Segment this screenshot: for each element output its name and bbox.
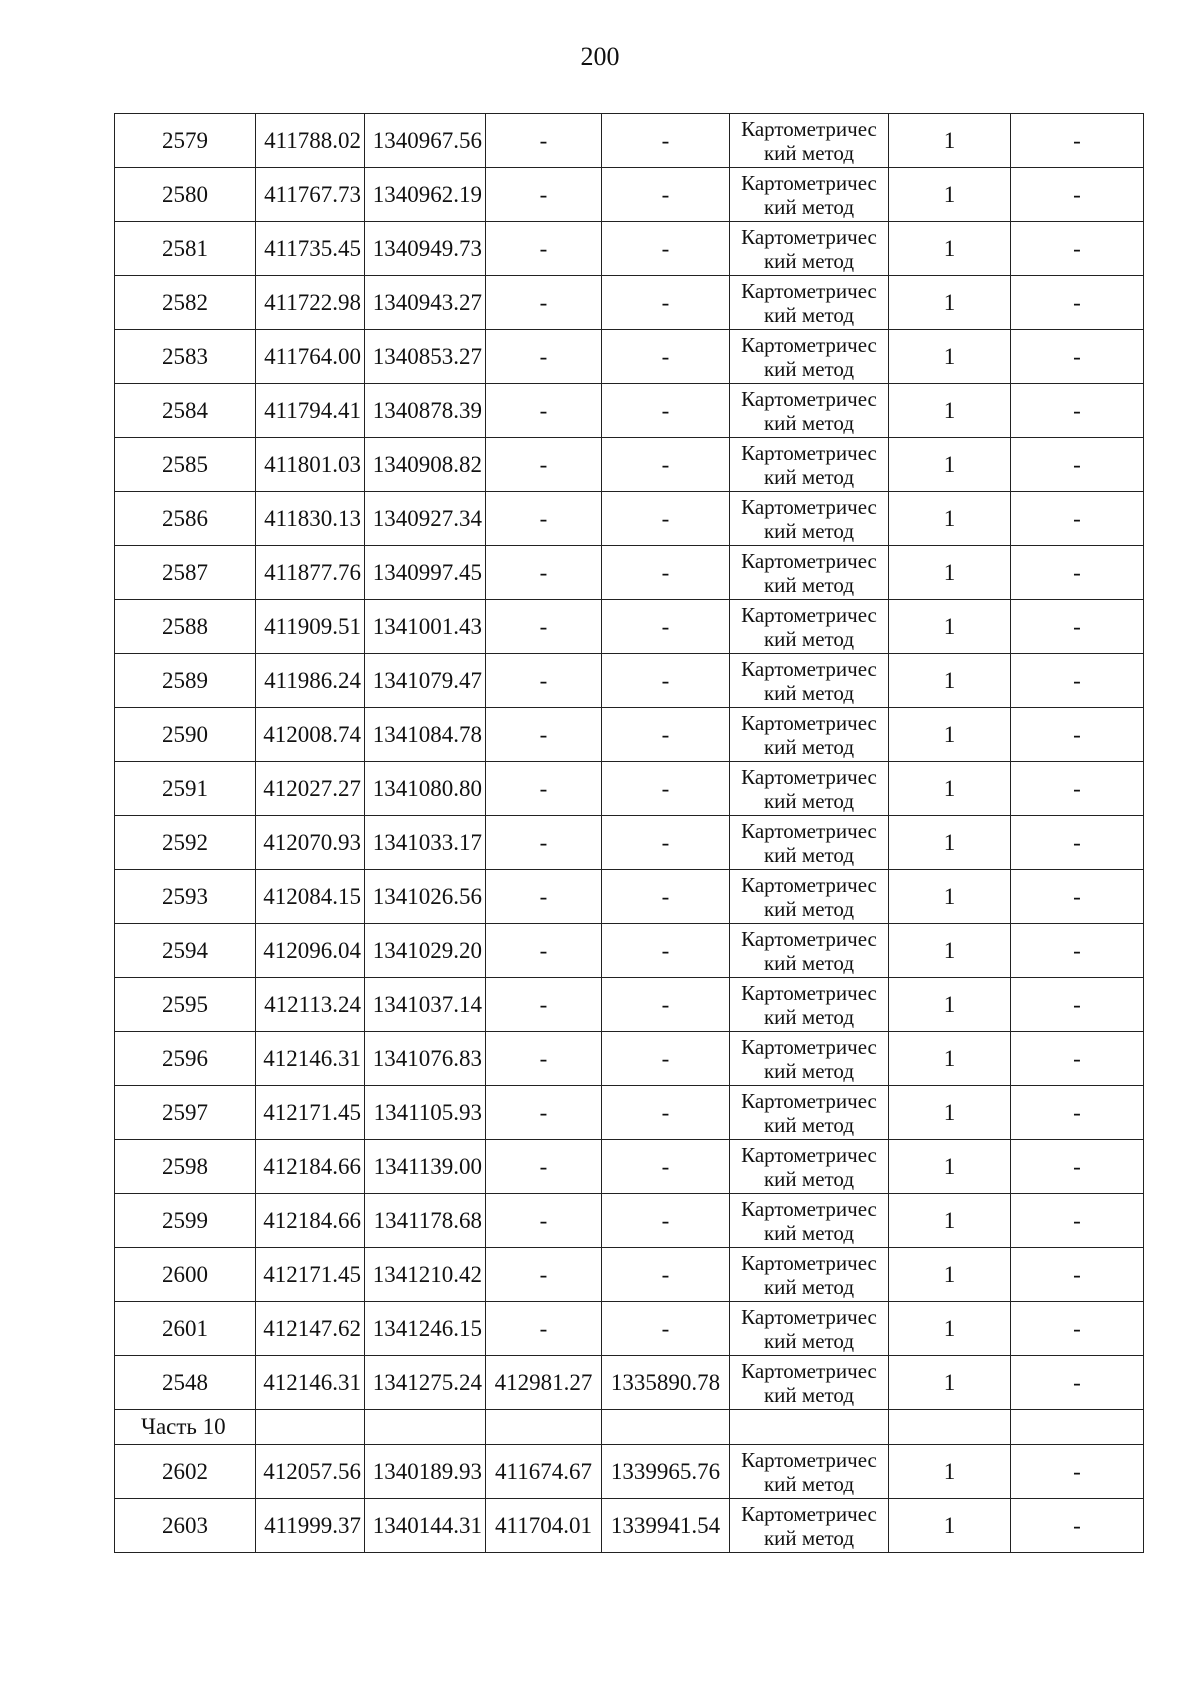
point-number-cell: 2584 (115, 384, 256, 438)
point-number-cell: 2587 (115, 546, 256, 600)
x-prev-coordinate-cell: - (486, 978, 602, 1032)
x-coordinate-cell: 412070.93 (256, 816, 365, 870)
y-coordinate-cell: 1341076.83 (365, 1032, 486, 1086)
y-prev-coordinate-cell: 1335890.78 (602, 1356, 730, 1410)
table-row (115, 492, 1144, 546)
x-coordinate-cell: 412146.31 (256, 1356, 365, 1410)
point-number-cell: 2601 (115, 1302, 256, 1356)
accuracy-cell: 1 (889, 1140, 1011, 1194)
table-row (115, 654, 1144, 708)
x-coordinate-cell: 411830.13 (256, 492, 365, 546)
y-prev-coordinate-cell: 1339941.54 (602, 1499, 730, 1553)
x-coordinate-cell: 412146.31 (256, 1032, 365, 1086)
point-number-cell: 2595 (115, 978, 256, 1032)
point-number-cell: 2582 (115, 276, 256, 330)
table-row (115, 708, 1144, 762)
y-prev-coordinate-cell: - (602, 1140, 730, 1194)
point-description-cell: - (1011, 438, 1144, 492)
empty-cell (602, 1410, 730, 1445)
x-prev-coordinate-cell: - (486, 384, 602, 438)
point-number-cell: 2586 (115, 492, 256, 546)
point-number-cell: 2597 (115, 1086, 256, 1140)
determination-method-cell: Картометричес кий метод (730, 654, 889, 708)
determination-method-cell: Картометричес кий метод (730, 222, 889, 276)
section-label: Часть 10 (115, 1410, 256, 1445)
point-description-cell: - (1011, 870, 1144, 924)
accuracy-cell: 1 (889, 1356, 1011, 1410)
y-prev-coordinate-cell: - (602, 816, 730, 870)
y-prev-coordinate-cell: - (602, 438, 730, 492)
point-number-cell: 2599 (115, 1194, 256, 1248)
y-coordinate-cell: 1340908.82 (365, 438, 486, 492)
table-row (115, 1194, 1144, 1248)
table-row (115, 222, 1144, 276)
x-coordinate-cell: 411722.98 (256, 276, 365, 330)
x-coordinate-cell: 411764.00 (256, 330, 365, 384)
x-coordinate-cell: 412008.74 (256, 708, 365, 762)
x-prev-coordinate-cell: - (486, 1302, 602, 1356)
x-prev-coordinate-cell: - (486, 1194, 602, 1248)
table-row (115, 924, 1144, 978)
y-prev-coordinate-cell: - (602, 114, 730, 168)
point-number-cell: 2596 (115, 1032, 256, 1086)
point-number-cell: 2594 (115, 924, 256, 978)
table-row (115, 114, 1144, 168)
determination-method-cell: Картометричес кий метод (730, 762, 889, 816)
x-prev-coordinate-cell: - (486, 438, 602, 492)
table-row (115, 1086, 1144, 1140)
x-prev-coordinate-cell: - (486, 168, 602, 222)
accuracy-cell: 1 (889, 1248, 1011, 1302)
point-number-cell: 2590 (115, 708, 256, 762)
accuracy-cell: 1 (889, 1445, 1011, 1499)
point-description-cell: - (1011, 222, 1144, 276)
point-description-cell: - (1011, 114, 1144, 168)
y-coordinate-cell: 1341275.24 (365, 1356, 486, 1410)
y-coordinate-cell: 1340943.27 (365, 276, 486, 330)
point-number-cell: 2600 (115, 1248, 256, 1302)
table-row (115, 330, 1144, 384)
y-coordinate-cell: 1341105.93 (365, 1086, 486, 1140)
x-prev-coordinate-cell: - (486, 114, 602, 168)
x-prev-coordinate-cell: - (486, 1248, 602, 1302)
point-description-cell: - (1011, 1032, 1144, 1086)
determination-method-cell: Картометричес кий метод (730, 1445, 889, 1499)
x-prev-coordinate-cell: - (486, 762, 602, 816)
x-prev-coordinate-cell: - (486, 816, 602, 870)
section-row (115, 1410, 1144, 1445)
determination-method-cell: Картометричес кий метод (730, 1302, 889, 1356)
determination-method-cell: Картометричес кий метод (730, 816, 889, 870)
point-description-cell: - (1011, 1194, 1144, 1248)
x-prev-coordinate-cell: - (486, 1140, 602, 1194)
x-coordinate-cell: 412084.15 (256, 870, 365, 924)
y-prev-coordinate-cell: - (602, 276, 730, 330)
point-description-cell: - (1011, 600, 1144, 654)
y-coordinate-cell: 1341079.47 (365, 654, 486, 708)
point-number-cell: 2589 (115, 654, 256, 708)
y-coordinate-cell: 1341084.78 (365, 708, 486, 762)
determination-method-cell: Картометричес кий метод (730, 924, 889, 978)
point-description-cell: - (1011, 1248, 1144, 1302)
point-number-cell: 2591 (115, 762, 256, 816)
y-coordinate-cell: 1340878.39 (365, 384, 486, 438)
y-prev-coordinate-cell: - (602, 1302, 730, 1356)
point-number-cell: 2588 (115, 600, 256, 654)
point-description-cell: - (1011, 1499, 1144, 1553)
y-prev-coordinate-cell: - (602, 870, 730, 924)
empty-cell (889, 1410, 1011, 1445)
coordinates-table (114, 113, 1144, 1553)
x-coordinate-cell: 411735.45 (256, 222, 365, 276)
determination-method-cell: Картометричес кий метод (730, 1032, 889, 1086)
x-coordinate-cell: 411999.37 (256, 1499, 365, 1553)
table-row (115, 1302, 1144, 1356)
x-coordinate-cell: 411877.76 (256, 546, 365, 600)
x-coordinate-cell: 411794.41 (256, 384, 365, 438)
x-prev-coordinate-cell: - (486, 1032, 602, 1086)
y-coordinate-cell: 1340967.56 (365, 114, 486, 168)
empty-cell (486, 1410, 602, 1445)
y-coordinate-cell: 1341210.42 (365, 1248, 486, 1302)
determination-method-cell: Картометричес кий метод (730, 114, 889, 168)
x-coordinate-cell: 411909.51 (256, 600, 365, 654)
determination-method-cell: Картометричес кий метод (730, 1499, 889, 1553)
point-description-cell: - (1011, 762, 1144, 816)
accuracy-cell: 1 (889, 816, 1011, 870)
x-prev-coordinate-cell: - (486, 600, 602, 654)
table-row (115, 1248, 1144, 1302)
point-description-cell: - (1011, 708, 1144, 762)
y-coordinate-cell: 1340927.34 (365, 492, 486, 546)
y-coordinate-cell: 1341246.15 (365, 1302, 486, 1356)
table-row (115, 384, 1144, 438)
point-number-cell: 2603 (115, 1499, 256, 1553)
point-description-cell: - (1011, 384, 1144, 438)
point-number-cell: 2593 (115, 870, 256, 924)
x-prev-coordinate-cell: - (486, 222, 602, 276)
x-prev-coordinate-cell: - (486, 492, 602, 546)
determination-method-cell: Картометричес кий метод (730, 330, 889, 384)
x-coordinate-cell: 412057.56 (256, 1445, 365, 1499)
determination-method-cell: Картометричес кий метод (730, 708, 889, 762)
table-row (115, 168, 1144, 222)
x-coordinate-cell: 412184.66 (256, 1194, 365, 1248)
y-prev-coordinate-cell: - (602, 1086, 730, 1140)
accuracy-cell: 1 (889, 978, 1011, 1032)
y-prev-coordinate-cell: - (602, 1194, 730, 1248)
point-number-cell: 2579 (115, 114, 256, 168)
point-number-cell: 2548 (115, 1356, 256, 1410)
x-coordinate-cell: 412027.27 (256, 762, 365, 816)
determination-method-cell: Картометричес кий метод (730, 276, 889, 330)
table-row (115, 762, 1144, 816)
table-row (115, 1499, 1144, 1553)
table-row (115, 438, 1144, 492)
accuracy-cell: 1 (889, 114, 1011, 168)
y-coordinate-cell: 1341178.68 (365, 1194, 486, 1248)
accuracy-cell: 1 (889, 222, 1011, 276)
table-row (115, 978, 1144, 1032)
table-body (115, 114, 1144, 1553)
y-coordinate-cell: 1340853.27 (365, 330, 486, 384)
y-prev-coordinate-cell: - (602, 708, 730, 762)
point-description-cell: - (1011, 1302, 1144, 1356)
y-prev-coordinate-cell: - (602, 1032, 730, 1086)
table-row (115, 546, 1144, 600)
accuracy-cell: 1 (889, 438, 1011, 492)
y-coordinate-cell: 1341080.80 (365, 762, 486, 816)
page-number: 200 (580, 42, 620, 71)
x-prev-coordinate-cell: 411674.67 (486, 1445, 602, 1499)
empty-cell (1011, 1410, 1144, 1445)
y-prev-coordinate-cell: - (602, 924, 730, 978)
y-coordinate-cell: 1340189.93 (365, 1445, 486, 1499)
determination-method-cell: Картометричес кий метод (730, 1086, 889, 1140)
x-prev-coordinate-cell: - (486, 654, 602, 708)
y-prev-coordinate-cell: - (602, 654, 730, 708)
x-coordinate-cell: 411788.02 (256, 114, 365, 168)
determination-method-cell: Картометричес кий метод (730, 870, 889, 924)
y-coordinate-cell: 1341029.20 (365, 924, 486, 978)
point-description-cell: - (1011, 276, 1144, 330)
determination-method-cell: Картометричес кий метод (730, 600, 889, 654)
accuracy-cell: 1 (889, 762, 1011, 816)
x-coordinate-cell: 412184.66 (256, 1140, 365, 1194)
point-description-cell: - (1011, 1086, 1144, 1140)
x-coordinate-cell: 412113.24 (256, 978, 365, 1032)
point-description-cell: - (1011, 978, 1144, 1032)
x-coordinate-cell: 411801.03 (256, 438, 365, 492)
table-row (115, 1445, 1144, 1499)
table-row (115, 1032, 1144, 1086)
accuracy-cell: 1 (889, 1499, 1011, 1553)
determination-method-cell: Картометричес кий метод (730, 978, 889, 1032)
accuracy-cell: 1 (889, 924, 1011, 978)
x-coordinate-cell: 411767.73 (256, 168, 365, 222)
table-row (115, 816, 1144, 870)
y-prev-coordinate-cell: - (602, 600, 730, 654)
determination-method-cell: Картометричес кий метод (730, 438, 889, 492)
determination-method-cell: Картометричес кий метод (730, 1248, 889, 1302)
accuracy-cell: 1 (889, 654, 1011, 708)
point-description-cell: - (1011, 546, 1144, 600)
x-prev-coordinate-cell: - (486, 330, 602, 384)
accuracy-cell: 1 (889, 870, 1011, 924)
accuracy-cell: 1 (889, 492, 1011, 546)
table-row (115, 1356, 1144, 1410)
determination-method-cell: Картометричес кий метод (730, 492, 889, 546)
accuracy-cell: 1 (889, 1032, 1011, 1086)
x-prev-coordinate-cell: - (486, 708, 602, 762)
x-coordinate-cell: 412147.62 (256, 1302, 365, 1356)
point-description-cell: - (1011, 816, 1144, 870)
x-prev-coordinate-cell: - (486, 276, 602, 330)
accuracy-cell: 1 (889, 168, 1011, 222)
x-coordinate-cell: 411986.24 (256, 654, 365, 708)
point-description-cell: - (1011, 654, 1144, 708)
empty-cell (730, 1410, 889, 1445)
y-prev-coordinate-cell: 1339965.76 (602, 1445, 730, 1499)
point-number-cell: 2598 (115, 1140, 256, 1194)
accuracy-cell: 1 (889, 1194, 1011, 1248)
table-row (115, 276, 1144, 330)
x-prev-coordinate-cell: - (486, 924, 602, 978)
table-row (115, 600, 1144, 654)
y-coordinate-cell: 1340949.73 (365, 222, 486, 276)
accuracy-cell: 1 (889, 1086, 1011, 1140)
accuracy-cell: 1 (889, 276, 1011, 330)
point-number-cell: 2580 (115, 168, 256, 222)
y-coordinate-cell: 1341033.17 (365, 816, 486, 870)
y-coordinate-cell: 1341026.56 (365, 870, 486, 924)
point-description-cell: - (1011, 924, 1144, 978)
y-prev-coordinate-cell: - (602, 222, 730, 276)
point-description-cell: - (1011, 1356, 1144, 1410)
determination-method-cell: Картометричес кий метод (730, 546, 889, 600)
y-coordinate-cell: 1340997.45 (365, 546, 486, 600)
x-prev-coordinate-cell: - (486, 1086, 602, 1140)
y-prev-coordinate-cell: - (602, 1248, 730, 1302)
determination-method-cell: Картометричес кий метод (730, 168, 889, 222)
accuracy-cell: 1 (889, 384, 1011, 438)
y-prev-coordinate-cell: - (602, 330, 730, 384)
accuracy-cell: 1 (889, 330, 1011, 384)
determination-method-cell: Картометричес кий метод (730, 1356, 889, 1410)
y-prev-coordinate-cell: - (602, 546, 730, 600)
y-prev-coordinate-cell: - (602, 384, 730, 438)
determination-method-cell: Картометричес кий метод (730, 1194, 889, 1248)
x-coordinate-cell: 412096.04 (256, 924, 365, 978)
y-prev-coordinate-cell: - (602, 168, 730, 222)
table-row (115, 870, 1144, 924)
empty-cell (365, 1410, 486, 1445)
y-coordinate-cell: 1341037.14 (365, 978, 486, 1032)
y-coordinate-cell: 1341001.43 (365, 600, 486, 654)
point-number-cell: 2583 (115, 330, 256, 384)
determination-method-cell: Картометричес кий метод (730, 384, 889, 438)
y-prev-coordinate-cell: - (602, 978, 730, 1032)
accuracy-cell: 1 (889, 546, 1011, 600)
y-prev-coordinate-cell: - (602, 492, 730, 546)
accuracy-cell: 1 (889, 708, 1011, 762)
x-prev-coordinate-cell: 411704.01 (486, 1499, 602, 1553)
point-number-cell: 2581 (115, 222, 256, 276)
point-number-cell: 2592 (115, 816, 256, 870)
y-coordinate-cell: 1341139.00 (365, 1140, 486, 1194)
x-prev-coordinate-cell: - (486, 870, 602, 924)
point-number-cell: 2585 (115, 438, 256, 492)
accuracy-cell: 1 (889, 600, 1011, 654)
point-description-cell: - (1011, 492, 1144, 546)
y-coordinate-cell: 1340144.31 (365, 1499, 486, 1553)
point-description-cell: - (1011, 330, 1144, 384)
determination-method-cell: Картометричес кий метод (730, 1140, 889, 1194)
y-prev-coordinate-cell: - (602, 762, 730, 816)
point-description-cell: - (1011, 1445, 1144, 1499)
table-row (115, 1140, 1144, 1194)
x-coordinate-cell: 412171.45 (256, 1086, 365, 1140)
y-coordinate-cell: 1340962.19 (365, 168, 486, 222)
empty-cell (256, 1410, 365, 1445)
x-coordinate-cell: 412171.45 (256, 1248, 365, 1302)
accuracy-cell: 1 (889, 1302, 1011, 1356)
x-prev-coordinate-cell: - (486, 546, 602, 600)
point-description-cell: - (1011, 1140, 1144, 1194)
point-description-cell: - (1011, 168, 1144, 222)
point-number-cell: 2602 (115, 1445, 256, 1499)
x-prev-coordinate-cell: 412981.27 (486, 1356, 602, 1410)
